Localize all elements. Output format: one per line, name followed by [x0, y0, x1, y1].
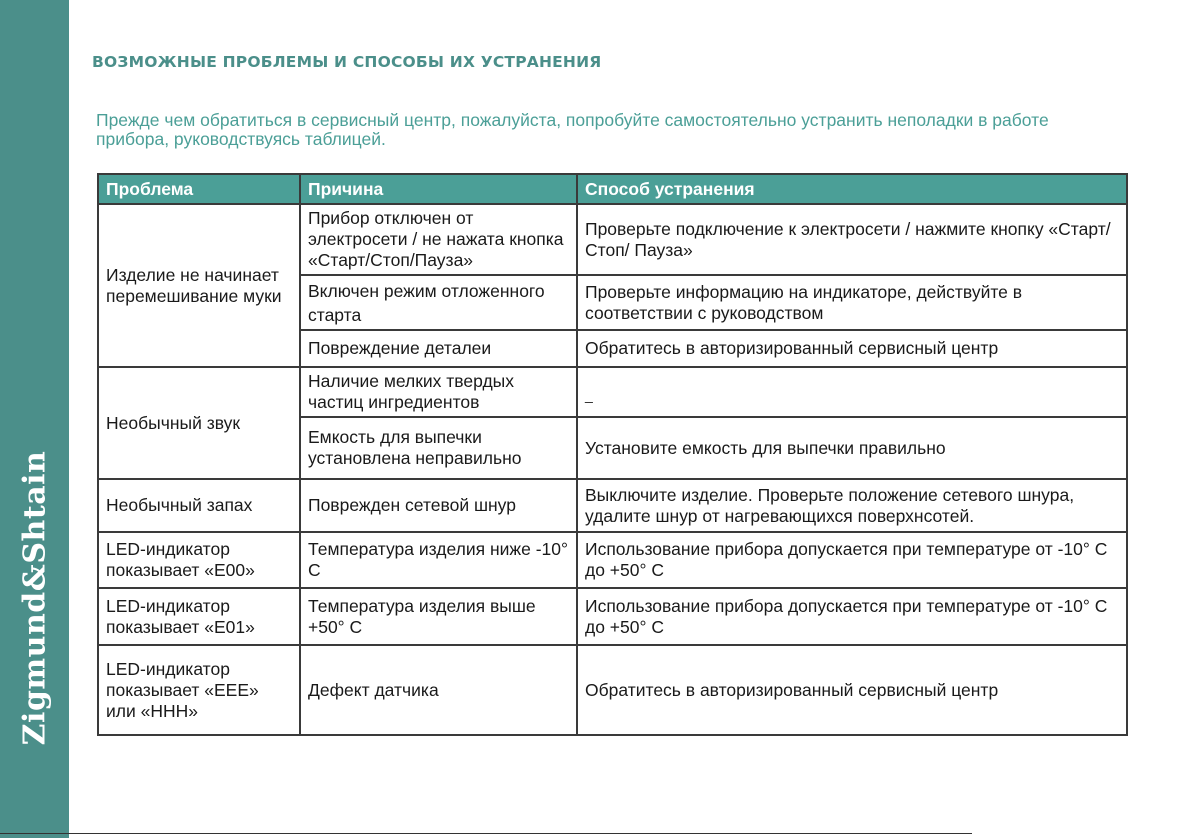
- table-row: [98, 645, 1127, 735]
- cause-cell: Повреждение деталеи: [300, 330, 577, 367]
- page-title: ВОЗМОЖНЫЕ ПРОБЛЕМЫ И СПОСОБЫ ИХ УСТРАНЕНИЯ: [92, 53, 602, 71]
- header-cause: Причина: [300, 174, 577, 204]
- cause-cell: Прибор отключен от электросети / не нажата кнопка «Старт/Стоп/Пауза»: [300, 204, 577, 275]
- cause-cell: Емкость для выпечки установлена неправильно: [300, 417, 577, 479]
- solution-cell: Использование прибора допускается при температуре от -10° С до +50° С: [577, 532, 1127, 588]
- problem-cell: LED-индикатор показывает «E00»: [98, 532, 300, 588]
- cause-cell: Дефект датчика: [300, 645, 577, 735]
- intro-text: Прежде чем обратиться в сервисный центр, пожалуйста, попробуйте самостоятельно устранить неполадки в работе прибора, руководствуясь таблицей.: [96, 110, 1049, 149]
- problem-cell: LED-индикатор показывает «EEE» или «HHH»: [98, 645, 300, 735]
- table-row: [98, 588, 1127, 645]
- cause-cell: Поврежден сетевой шнур: [300, 479, 577, 532]
- problem-cell: Необычный звук: [98, 367, 300, 479]
- empty-solution-mark: _: [585, 387, 593, 403]
- cause-cell: Включен режим отложенного старта: [300, 275, 577, 330]
- table-header-row: [98, 174, 1127, 204]
- brand-logo: Zigmund&Shtain: [17, 450, 53, 746]
- brand-sidebar: [0, 0, 69, 838]
- problem-cell: Необычный запах: [98, 479, 300, 532]
- cause-cell: Наличие мелких твердых частиц ингредиентов: [300, 367, 577, 417]
- table-row: [98, 204, 1127, 275]
- header-problem: Проблема: [98, 174, 300, 204]
- table-row: [98, 479, 1127, 532]
- solution-cell: Выключите изделие. Проверьте положение сетевого шнура, удалите шнур от нагревающихся поверхнсотей.: [577, 479, 1127, 532]
- solution-cell: Обратитесь в авторизированный сервисный центр: [577, 330, 1127, 367]
- table-row: [98, 367, 1127, 417]
- cause-cell: Температура изделия ниже -10° С: [300, 532, 577, 588]
- solution-cell: Установите емкость для выпечки правильно: [577, 417, 1127, 479]
- solution-cell: Проверьте подключение к электросети / нажмите кнопку «Старт/Стоп/ Пауза»: [577, 204, 1127, 275]
- footer-divider: [0, 833, 972, 834]
- cause-cell: Температура изделия выше +50° С: [300, 588, 577, 645]
- solution-cell: Проверьте информацию на индикаторе, действуйте в соответствии с руководством: [577, 275, 1127, 330]
- problem-cell: Изделие не начинает перемешивание муки: [98, 204, 300, 367]
- solution-cell: [577, 367, 1127, 417]
- solution-cell: Обратитесь в авторизированный сервисный центр: [577, 645, 1127, 735]
- troubleshooting-table: [97, 173, 1128, 736]
- header-solution: Способ устранения: [577, 174, 1127, 204]
- problem-cell: LED-индикатор показывает «E01»: [98, 588, 300, 645]
- solution-cell: Использование прибора допускается при температуре от -10° С до +50° С: [577, 588, 1127, 645]
- table-row: [98, 532, 1127, 588]
